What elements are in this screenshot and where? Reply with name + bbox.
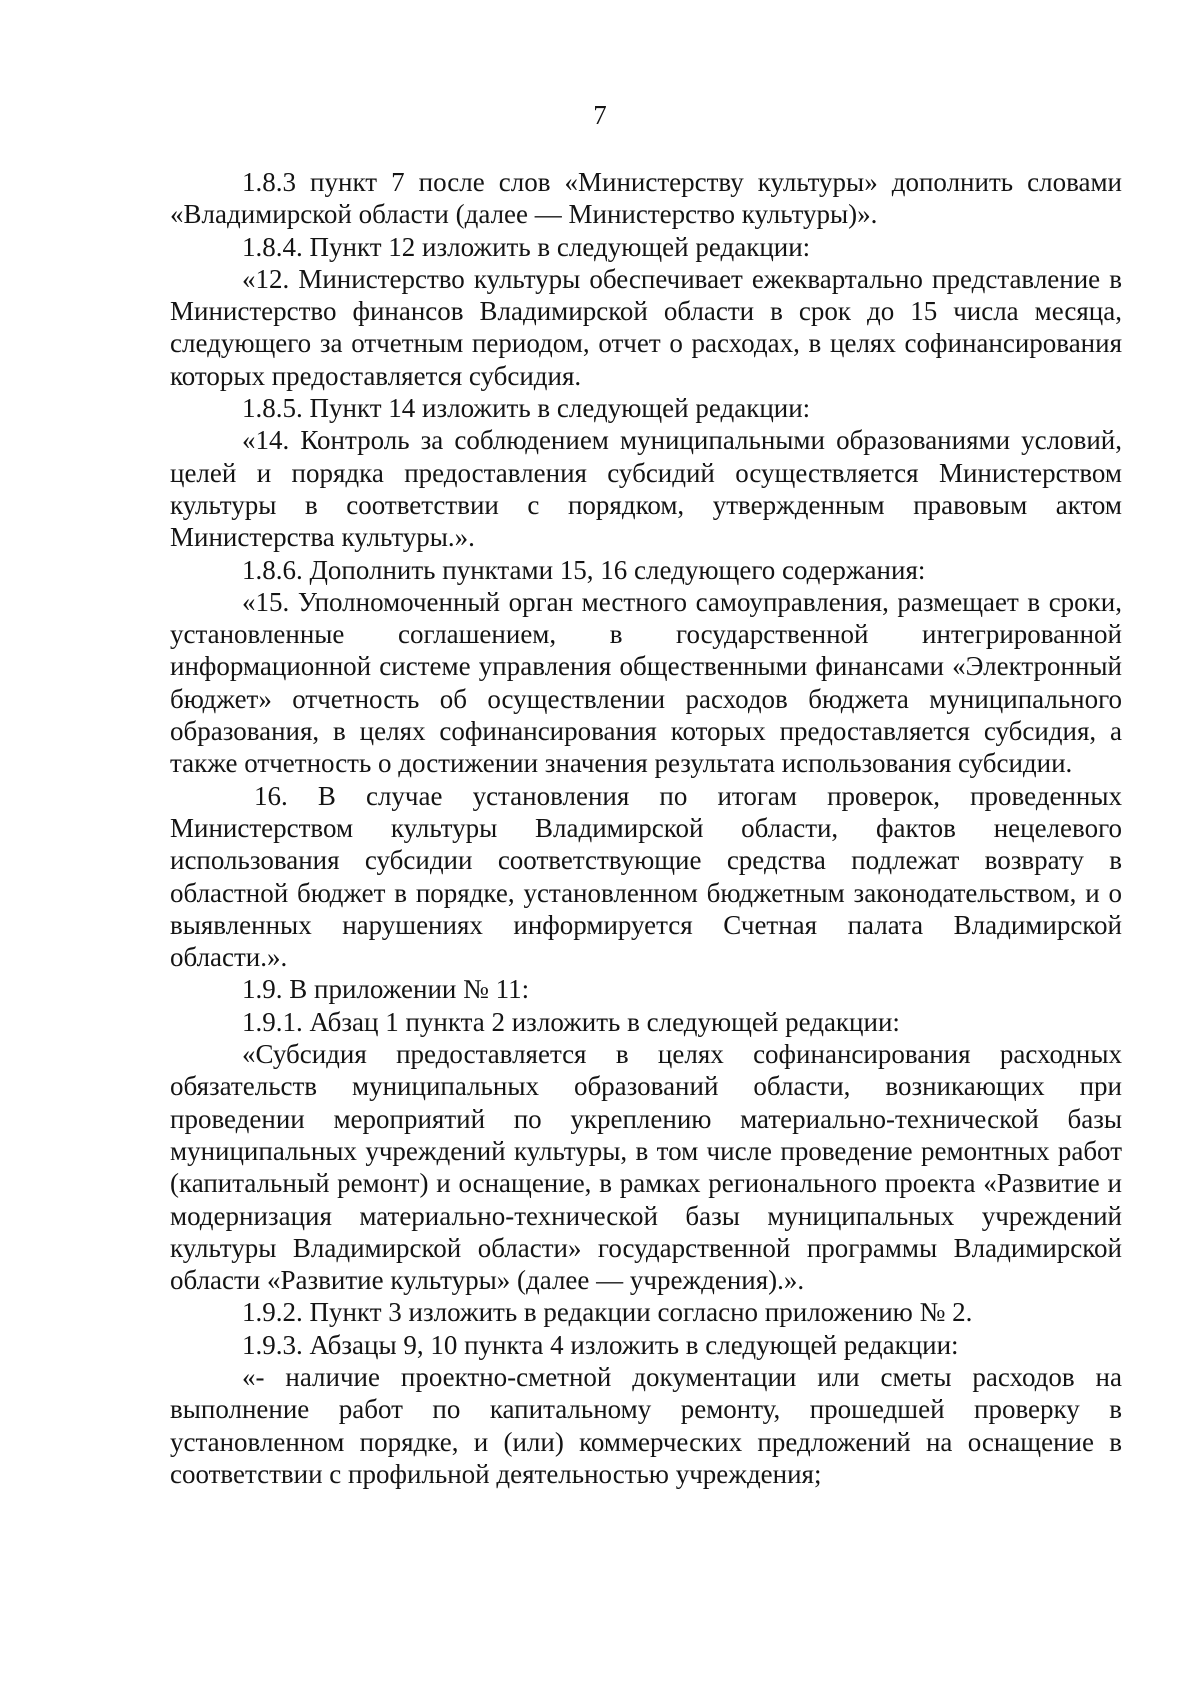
paragraph-1-8-3: 1.8.3 пункт 7 после слов «Министерству культуры» дополнить словами «Владимирской области (далее — Министерство культуры)». — [170, 167, 1122, 230]
document-body — [170, 166, 1122, 1490]
paragraph-1-8-4: 1.8.4. Пункт 12 изложить в следующей редакции: — [242, 231, 811, 262]
paragraph-1-9-1: 1.9.1. Абзац 1 пункта 2 изложить в следующей редакции: — [242, 1006, 900, 1037]
paragraph-item-16: 16. В случае установления по итогам проверок, проведенных Министерством культуры Владимирской области, фактов нецелевого использования субсидии соответствующие средства подлежат возврату в областной бюджет в порядке, установленном бюджетным законодательством, и о выявленных нарушениях информируется Счетная палата Владимирской области.». — [170, 780, 1122, 973]
paragraph-design-documentation: «- наличие проектно-сметной документации или сметы расходов на выполнение работ по капитальному ремонту, прошедшей проверку в установленном порядке, и (или) коммерческих предложений на оснащение в соответствии с профильной деятельностью учреждения; — [170, 1361, 1122, 1489]
paragraph-1-9-2: 1.9.2. Пункт 3 изложить в редакции согласно приложению № 2. — [242, 1297, 973, 1328]
page-number: 7 — [593, 100, 607, 130]
paragraph-subsidy-purpose: «Субсидия предоставляется в целях софинансирования расходных обязательств муниципальных образований области, возникающих при проведении мероприятий по укреплению материально-технической базы муниципальных учреждений культуры, в том числе проведение ремонтных работ (капитальный ремонт) и оснащение, в рамках регионального проекта «Развитие и модернизация материально-технической базы муниципальных учреждений культуры Владимирской области» государственной программы Владимирской области «Развитие культуры» (далее — учреждения).». — [170, 1039, 1122, 1296]
paragraph-item-15: «15. Уполномоченный орган местного самоуправления, размещает в сроки, установленные соглашением, в государственной интегрированной информационной системе управления общественными финансами «Электронный бюджет» отчетность об осуществлении расходов бюджета муниципального образования, в целях софинансирования которых предоставляется субсидия, а также отчетность о достижении значения результата использования субсидии. — [170, 586, 1122, 779]
paragraph-1-8-5: 1.8.5. Пункт 14 изложить в следующей редакции: — [242, 393, 811, 424]
paragraph-1-9: 1.9. В приложении № 11: — [242, 974, 530, 1005]
paragraph-1-8-6: 1.8.6. Дополнить пунктами 15, 16 следующего содержания: — [242, 554, 926, 585]
paragraph-item-14: «14. Контроль за соблюдением муниципальными образованиями условий, целей и порядка предоставления субсидий осуществляется Министерством культуры в соответствии с порядком, утвержденным правовым актом Министерства культуры.». — [170, 425, 1122, 553]
paragraph-item-12: «12. Министерство культуры обеспечивает ежеквартально представление в Министерство финансов Владимирской области в срок до 15 числа месяца, следующего за отчетным периодом, отчет о расходах, в целях софинансирования которых предоставляется субсидия. — [170, 263, 1122, 391]
paragraph-1-9-3: 1.9.3. Абзацы 9, 10 пункта 4 изложить в следующей редакции: — [242, 1329, 959, 1360]
